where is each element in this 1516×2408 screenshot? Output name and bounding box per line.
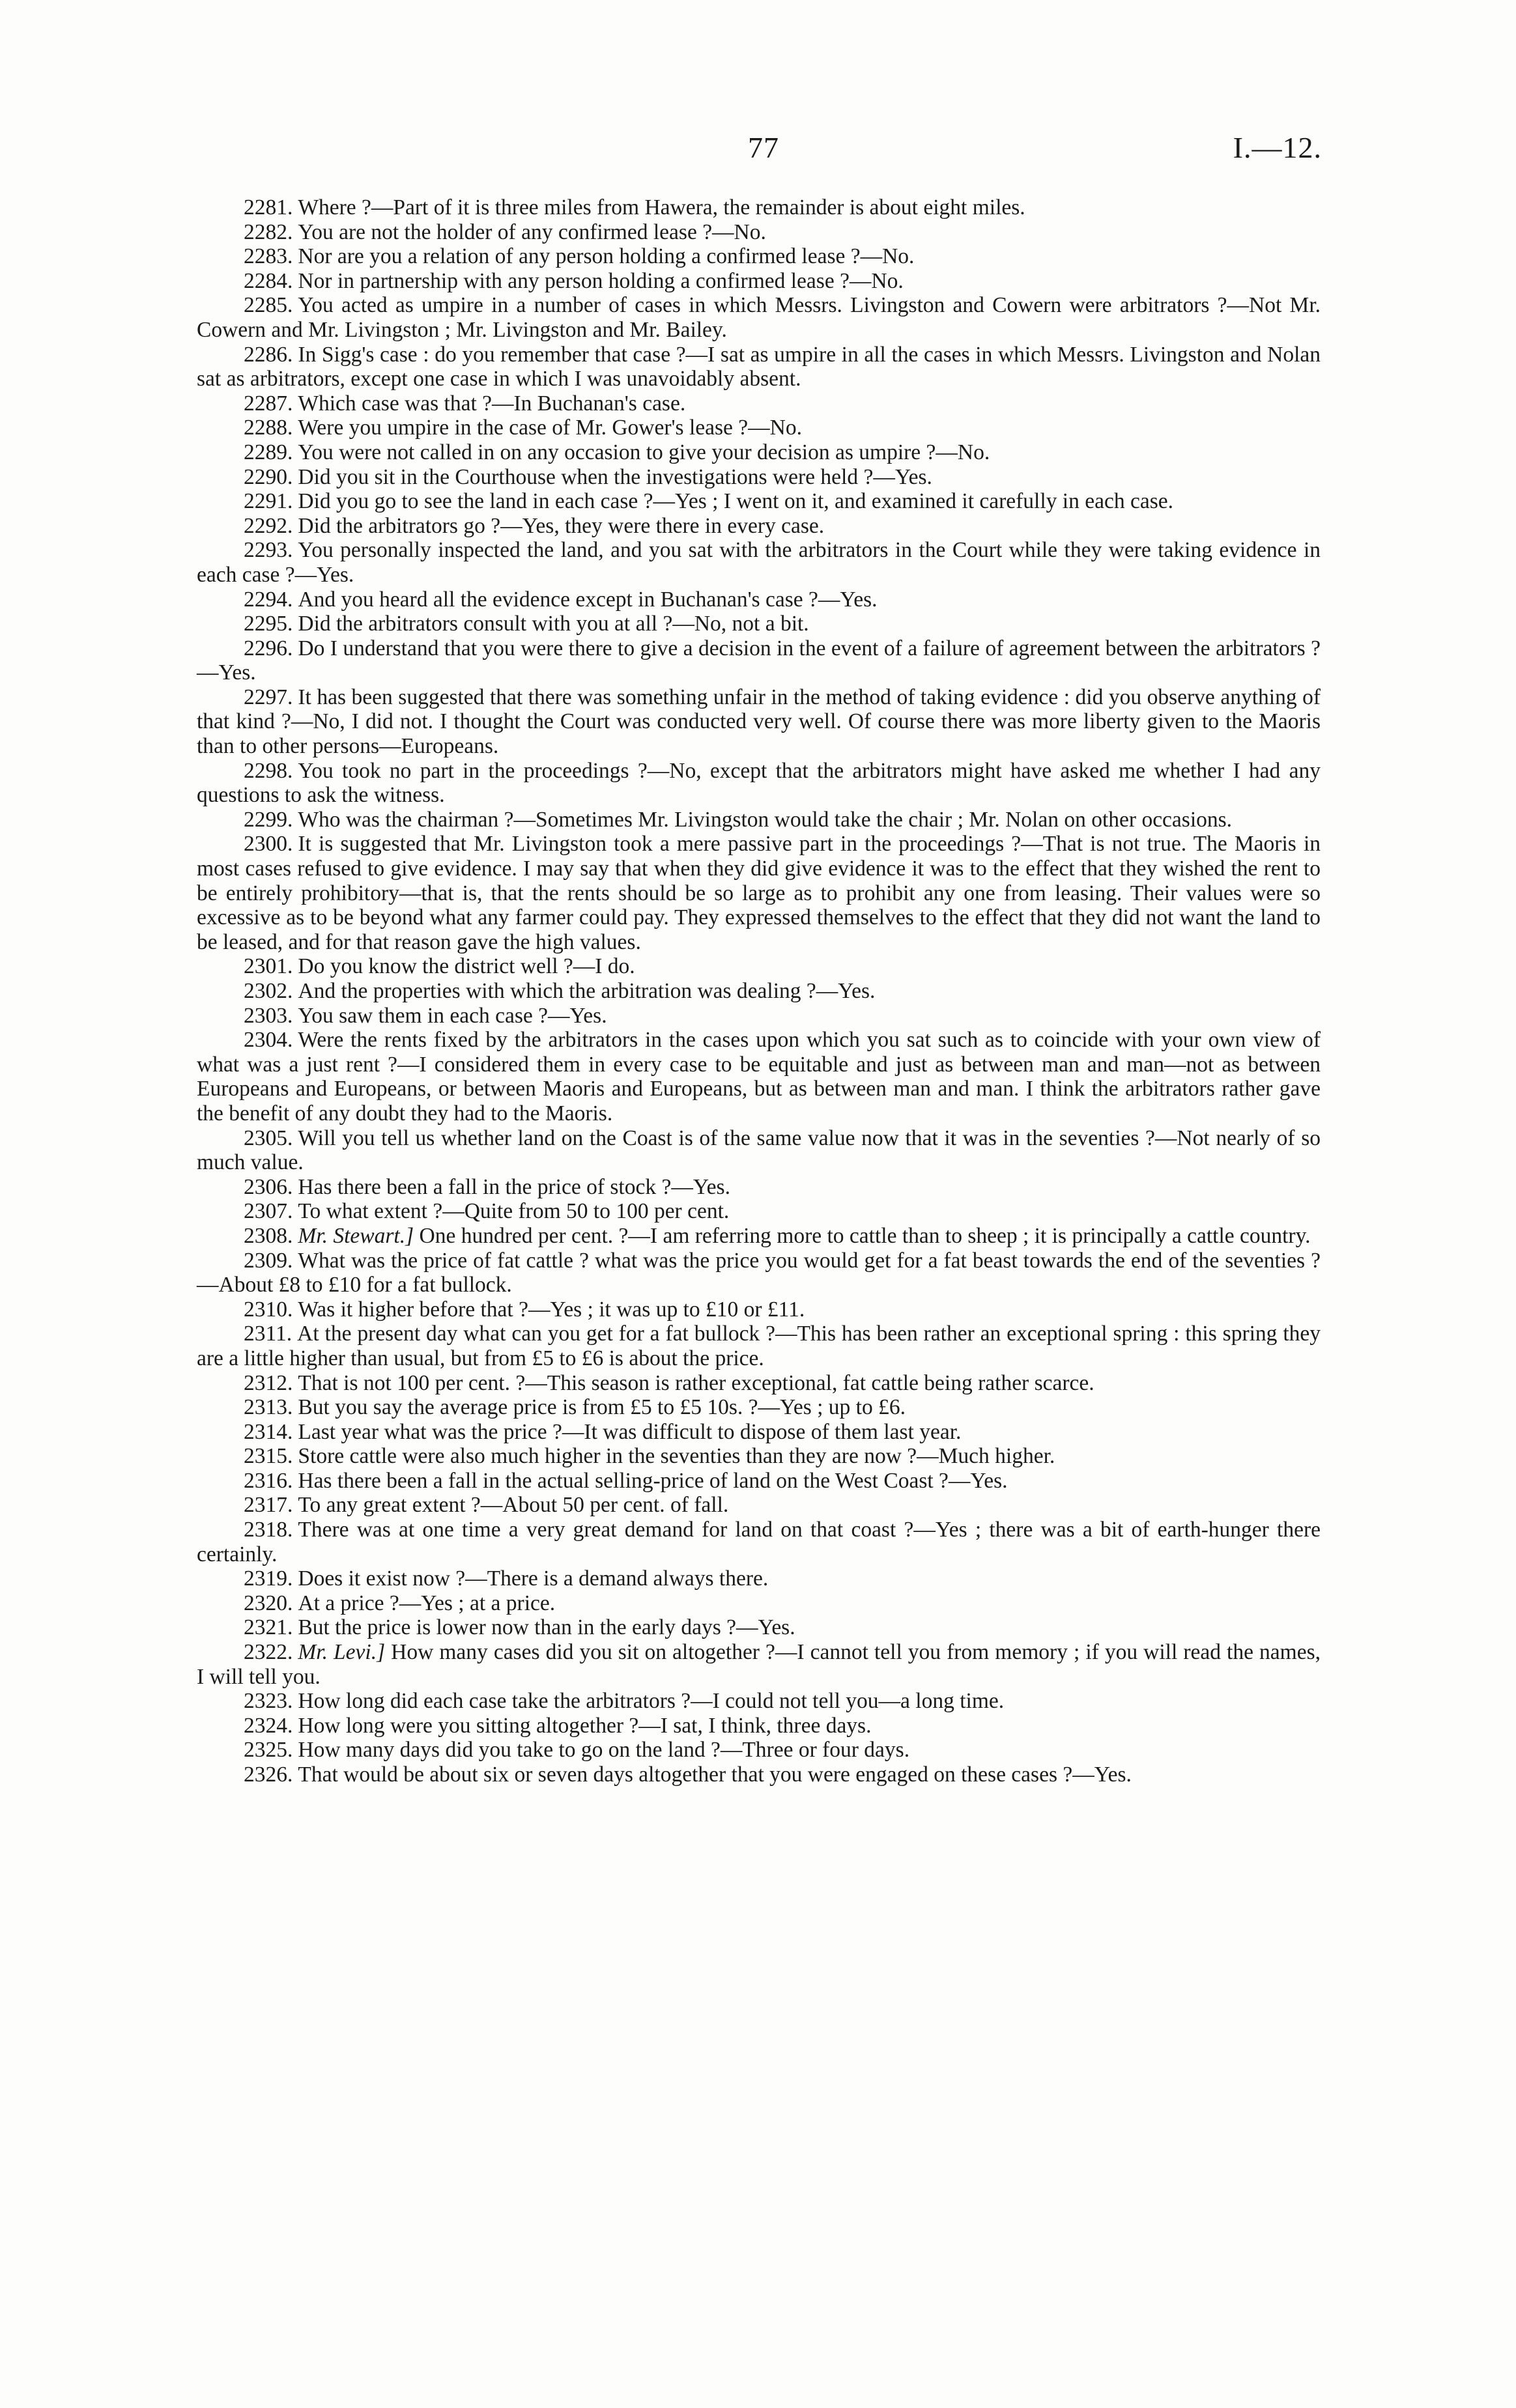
evidence-paragraph (197, 1395, 1321, 1420)
evidence-paragraph (197, 832, 1321, 954)
question-number: 2322. (244, 1640, 293, 1665)
question-number: 2301. (244, 954, 293, 979)
question-number: 2303. (244, 1003, 293, 1028)
question-answer-text: How long were you sitting altogether ?—I sat, I think, three days. (298, 1713, 872, 1738)
page-header (0, 130, 1516, 169)
question-number: 2314. (244, 1419, 293, 1444)
evidence-paragraph (197, 685, 1321, 759)
question-number: 2299. (244, 807, 293, 832)
evidence-paragraph (197, 1640, 1321, 1689)
evidence-paragraph (197, 416, 1321, 440)
question-number: 2297. (244, 685, 293, 709)
evidence-paragraph (197, 391, 1321, 416)
evidence-paragraph (197, 1322, 1321, 1370)
question-number: 2285. (244, 293, 293, 318)
question-number: 2313. (244, 1395, 293, 1420)
evidence-paragraph (197, 440, 1321, 465)
question-number: 2320. (244, 1591, 293, 1615)
evidence-paragraph (197, 1028, 1321, 1126)
question-answer-text: That would be about six or seven days altogether that you were engaged on these cases ?—Yes. (298, 1763, 1132, 1787)
question-answer-text: At the present day what can you get for a fat bullock ?—This has been rather an exceptional spring : this spring they are a little higher than usual, but from £5 to £6 is about the price. (197, 1322, 1321, 1370)
question-answer-text: How long did each case take the arbitrators ?—I could not tell you—a long time. (298, 1689, 1005, 1714)
evidence-paragraph (197, 343, 1321, 391)
question-number: 2315. (244, 1444, 293, 1469)
evidence-paragraph (197, 1224, 1321, 1249)
question-number: 2294. (244, 587, 293, 612)
question-number: 2317. (244, 1493, 293, 1518)
question-answer-text: Store cattle were also much higher in the seventies than they are now ?—Much higher. (298, 1444, 1055, 1469)
question-answer-text: Did you sit in the Courthouse when the investigations were held ?—Yes. (298, 464, 932, 489)
evidence-paragraph (197, 538, 1321, 587)
evidence-paragraph (197, 514, 1321, 539)
evidence-paragraph (197, 220, 1321, 245)
question-answer-text: That is not 100 per cent. ?—This season is rather exceptional, fat cattle being rather scarce. (298, 1370, 1094, 1395)
question-number: 2282. (244, 220, 293, 244)
evidence-paragraph (197, 1518, 1321, 1566)
question-answer-text: How many days did you take to go on the land ?—Three or four days. (298, 1738, 910, 1763)
question-answer-text: You personally inspected the land, and you sat with the arbitrators in the Court while they were taking evidence in each case ?—Yes. (197, 538, 1321, 587)
evidence-paragraph (197, 269, 1321, 294)
evidence-paragraph (197, 612, 1321, 636)
evidence-paragraph (197, 1566, 1321, 1591)
question-number: 2296. (244, 636, 293, 660)
speaker-name: Mr. Levi.] (298, 1640, 386, 1665)
question-number: 2291. (244, 489, 293, 514)
question-answer-text: Has there been a fall in the price of stock ?—Yes. (298, 1174, 730, 1199)
question-number: 2306. (244, 1174, 293, 1199)
question-number: 2302. (244, 979, 293, 1003)
question-number: 2307. (244, 1199, 293, 1224)
evidence-paragraph (197, 588, 1321, 612)
question-number: 2305. (244, 1126, 293, 1150)
question-answer-text: Do you know the district well ?—I do. (298, 954, 635, 979)
question-answer-text: Were you umpire in the case of Mr. Gower's lease ?—No. (298, 416, 802, 440)
question-number: 2318. (244, 1518, 293, 1542)
question-number: 2288. (244, 416, 293, 440)
evidence-paragraph (197, 1689, 1321, 1714)
question-number: 2324. (244, 1713, 293, 1738)
question-answer-text: Does it exist now ?—There is a demand always there. (298, 1566, 769, 1591)
speaker-name: Mr. Stewart.] (298, 1223, 414, 1248)
evidence-paragraph (197, 636, 1321, 685)
question-answer-text: Nor in partnership with any person holding a confirmed lease ?—No. (298, 268, 904, 293)
question-number: 2290. (244, 464, 293, 489)
question-answer-text: In Sigg's case : do you remember that case ?—I sat as umpire in all the cases in which Messrs. Livingston and Nolan sat as arbitrators, except one case in which I was unavoidably absent. (197, 342, 1321, 391)
question-answer-text: Nor are you a relation of any person holding a confirmed lease ?—No. (298, 244, 915, 269)
evidence-paragraph (197, 979, 1321, 1004)
question-number: 2326. (244, 1763, 293, 1787)
question-answer-text: You saw them in each case ?—Yes. (298, 1003, 607, 1028)
evidence-paragraph (197, 1615, 1321, 1640)
question-number: 2281. (244, 195, 293, 220)
evidence-paragraph (197, 1763, 1321, 1787)
question-number: 2287. (244, 391, 293, 416)
question-answer-text: At a price ?—Yes ; at a price. (298, 1591, 556, 1615)
question-number: 2323. (244, 1689, 293, 1714)
question-number: 2308. (244, 1223, 293, 1248)
question-answer-text: Did the arbitrators consult with you at all ?—No, not a bit. (298, 612, 809, 636)
evidence-paragraph (197, 1371, 1321, 1396)
question-number: 2286. (244, 342, 293, 367)
question-answer-text: You were not called in on any occasion to give your decision as umpire ?—No. (298, 440, 990, 464)
question-number: 2319. (244, 1566, 293, 1591)
evidence-paragraph (197, 759, 1321, 808)
evidence-paragraph (197, 489, 1321, 514)
minutes-of-evidence (197, 195, 1321, 1787)
question-answer-text: It is suggested that Mr. Livingston took a mere passive part in the proceedings ?—That is not true. The Maoris in most cases refused to give evidence. I may say that when they did give evidence it was to the effect that they wished the rent to be entirely prohibitory—that is, that the rents should be so large as to prohibit any one from leasing. Their values were so excessive as to be beyond what any farmer could pay. They expressed themselves to the effect that they did not want the land to be leased, and for that reason gave the high values. (197, 832, 1321, 954)
question-number: 2316. (244, 1468, 293, 1493)
question-answer-text: To any great extent ?—About 50 per cent. of fall. (298, 1493, 729, 1518)
evidence-paragraph (197, 1199, 1321, 1224)
question-answer-text: Will you tell us whether land on the Coast is of the same value now that it was in the seventies ?—Not nearly of so much value. (197, 1126, 1321, 1175)
question-answer-text: Where ?—Part of it is three miles from Hawera, the remainder is about eight miles. (298, 195, 1025, 220)
question-number: 2289. (244, 440, 293, 464)
question-answer-text: But you say the average price is from £5 to £5 10s. ?—Yes ; up to £6. (298, 1395, 906, 1420)
question-answer-text: It has been suggested that there was something unfair in the method of taking evidence : did you observe anything of that kind ?—No, I did not. I thought the Court was conducted very well. Of course there was more liberty given to the Maoris than to other persons—Europeans. (197, 685, 1321, 759)
evidence-paragraph (197, 1469, 1321, 1494)
question-answer-text: Who was the chairman ?—Sometimes Mr. Livingston would take the chair ; Mr. Nolan on other occasions. (298, 807, 1233, 832)
evidence-paragraph (197, 1444, 1321, 1469)
evidence-paragraph (197, 1420, 1321, 1445)
evidence-paragraph (197, 954, 1321, 979)
evidence-paragraph (197, 1249, 1321, 1297)
question-answer-text: Which case was that ?—In Buchanan's case. (298, 391, 686, 416)
evidence-paragraph (197, 1591, 1321, 1616)
evidence-paragraph (197, 1175, 1321, 1200)
question-number: 2295. (244, 612, 293, 636)
evidence-paragraph (197, 1297, 1321, 1322)
question-answer-text: And the properties with which the arbitration was dealing ?—Yes. (298, 979, 876, 1003)
evidence-paragraph (197, 465, 1321, 490)
document-reference: I.—12. (1233, 131, 1322, 164)
evidence-paragraph (197, 1126, 1321, 1175)
question-number: 2292. (244, 513, 293, 538)
question-answer-text: You took no part in the proceedings ?—No, except that the arbitrators might have asked me whether I had any questions to ask the witness. (197, 758, 1321, 808)
evidence-paragraph (197, 244, 1321, 269)
question-answer-text: You acted as umpire in a number of cases in which Messrs. Livingston and Cowern were arbitrators ?—Not Mr. Cowern and Mr. Livingston ; Mr. Livingston and Mr. Bailey. (197, 293, 1321, 342)
question-number: 2311. (244, 1322, 293, 1346)
question-number: 2325. (244, 1738, 293, 1763)
evidence-paragraph (197, 1714, 1321, 1738)
question-answer-text: Did the arbitrators go ?—Yes, they were there in every case. (298, 513, 825, 538)
page-number: 77 (748, 131, 779, 164)
evidence-paragraph (197, 1738, 1321, 1763)
question-answer-text: Has there been a fall in the actual selling-price of land on the West Coast ?—Yes. (298, 1468, 1008, 1493)
question-answer-text: To what extent ?—Quite from 50 to 100 per cent. (298, 1199, 730, 1224)
evidence-paragraph (197, 1004, 1321, 1028)
question-answer-text: You are not the holder of any confirmed lease ?—No. (298, 220, 766, 244)
question-number: 2298. (244, 758, 293, 783)
question-answer-text: How many cases did you sit on altogether ?—I cannot tell you from memory ; if you will read the names, I will tell you. (197, 1640, 1321, 1689)
question-number: 2312. (244, 1370, 293, 1395)
question-answer-text: Did you go to see the land in each case ?—Yes ; I went on it, and examined it carefully in each case. (298, 489, 1173, 514)
question-answer-text: One hundred per cent. ?—I am referring more to cattle than to sheep ; it is principally a cattle country. (414, 1223, 1311, 1248)
question-answer-text: Last year what was the price ?—It was difficult to dispose of them last year. (298, 1419, 962, 1444)
question-number: 2300. (244, 832, 293, 857)
question-number: 2321. (244, 1615, 293, 1640)
question-number: 2293. (244, 538, 293, 563)
evidence-paragraph (197, 293, 1321, 342)
question-number: 2304. (244, 1028, 293, 1053)
question-number: 2283. (244, 244, 293, 269)
question-answer-text: But the price is lower now than in the early days ?—Yes. (298, 1615, 795, 1640)
question-answer-text: There was at one time a very great demand for land on that coast ?—Yes ; there was a bit of earth-hunger there certainly. (197, 1518, 1321, 1566)
question-answer-text: What was the price of fat cattle ? what was the price you would get for a fat beast towards the end of the seventies ?—About £8 to £10 for a fat bullock. (197, 1248, 1321, 1297)
evidence-paragraph (197, 1493, 1321, 1518)
question-answer-text: Was it higher before that ?—Yes ; it was up to £10 or £11. (298, 1297, 805, 1322)
evidence-paragraph (197, 195, 1321, 220)
question-answer-text: And you heard all the evidence except in Buchanan's case ?—Yes. (298, 587, 878, 612)
question-number: 2309. (244, 1248, 293, 1273)
question-answer-text: Were the rents fixed by the arbitrators in the cases upon which you sat such as to coincide with your own view of what was a just rent ?—I considered them in every case to be equitable and just as between man and man—not as between Europeans and Europeans, or between Maoris and Europeans, but as between man and man. I think the arbitrators rather gave the benefit of any doubt they had to the Maoris. (197, 1028, 1321, 1126)
evidence-paragraph (197, 808, 1321, 832)
question-answer-text: Do I understand that you were there to give a decision in the event of a failure of agreement between the arbitrators ?—Yes. (197, 636, 1321, 685)
question-number: 2284. (244, 268, 293, 293)
question-number: 2310. (244, 1297, 293, 1322)
